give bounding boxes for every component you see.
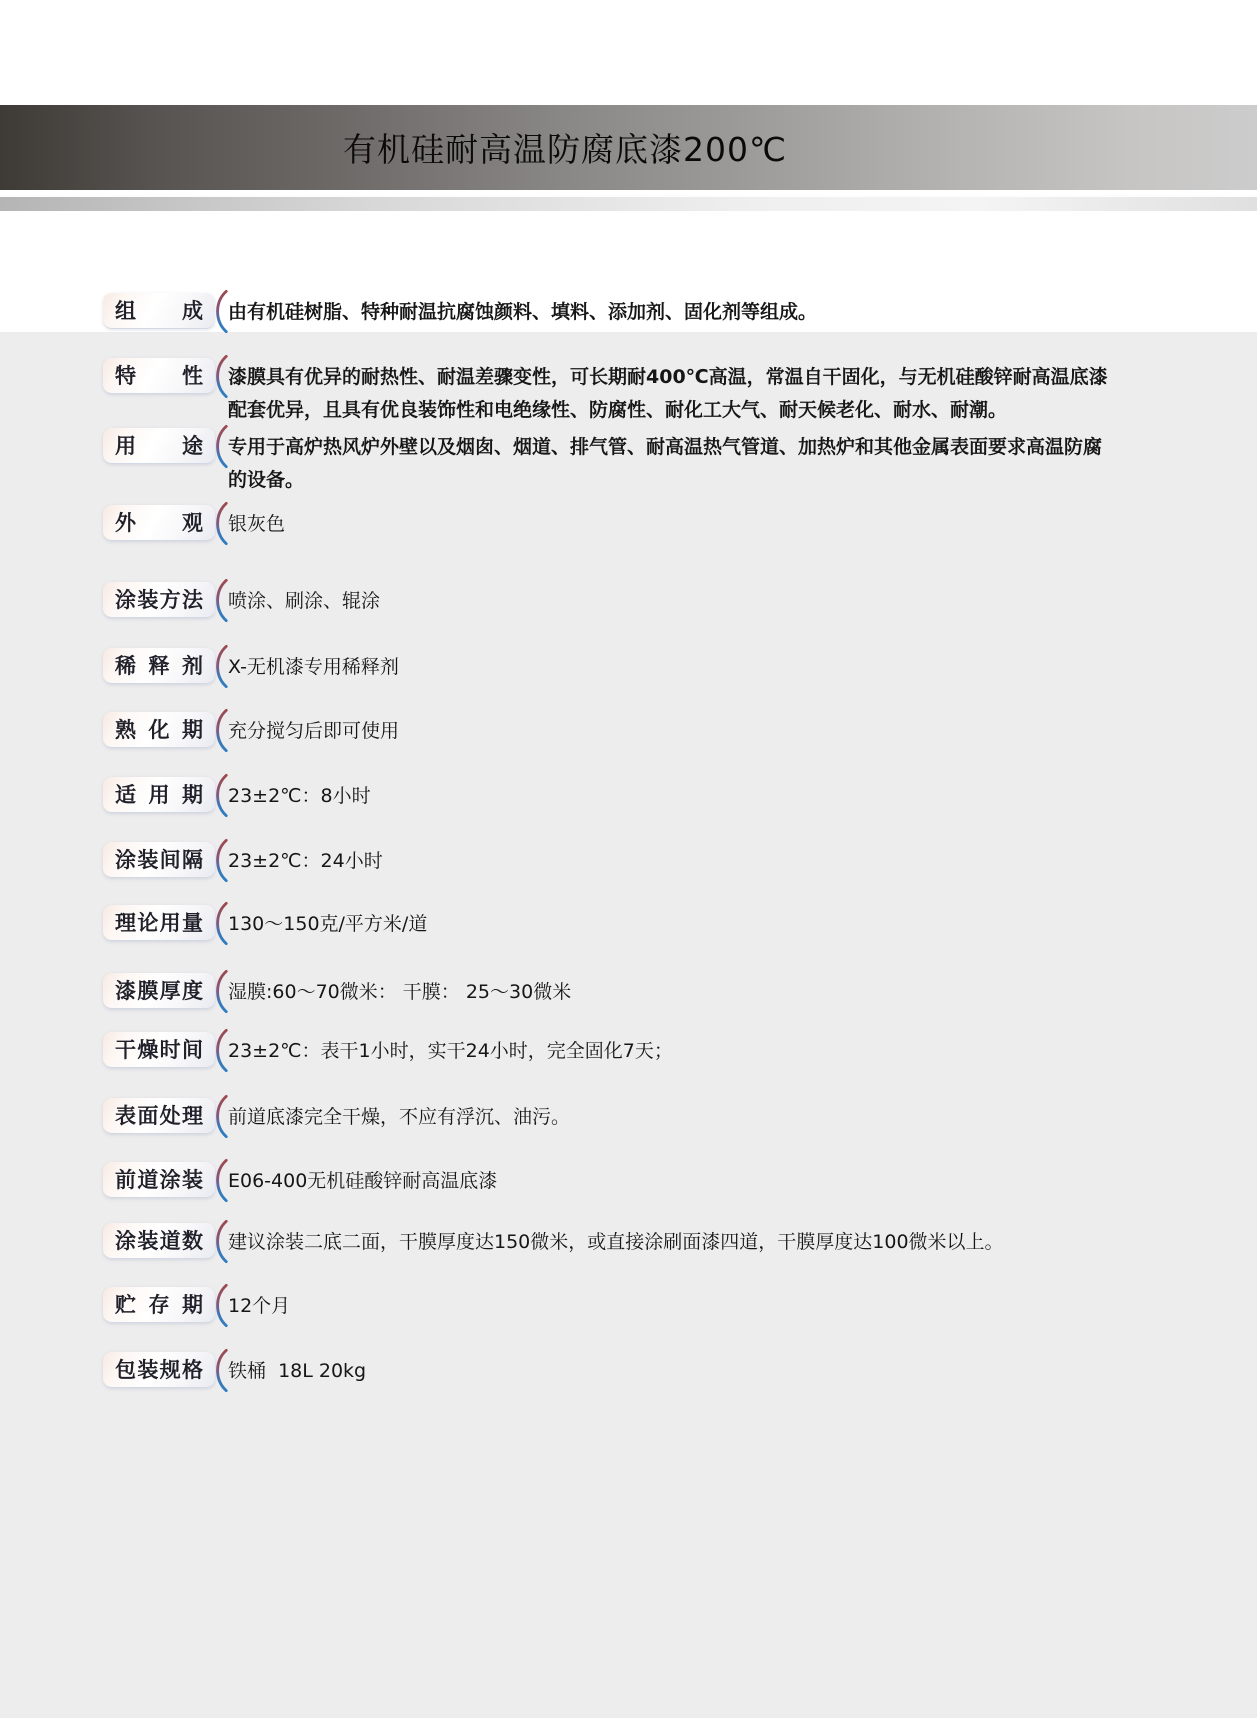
spec-value: 喷涂、刷涂、辊涂 (228, 590, 381, 612)
spec-value: 前道底漆完全干燥，不应有浮沉、油污。 (228, 1106, 571, 1128)
spec-label-box (103, 648, 215, 684)
spec-value: E06-400无机硅酸锌耐高温底漆 (228, 1170, 498, 1192)
spec-value: 23±2℃：表干1小时，实干24小时，完全固化7天； (228, 1040, 673, 1062)
spec-label-box (103, 358, 215, 394)
spec-label-box (103, 973, 215, 1009)
spec-label: 稀 释 剂 (115, 654, 203, 678)
spec-value: 漆膜具有优异的耐热性、耐温差骤变性，可长期耐400℃高温，常温自干固化，与无机硅酸锌耐高温底漆配套优异，且具有优良装饰性和电绝缘性、防腐性、耐化工大气、耐天候老化、耐水、耐潮。 (228, 366, 1108, 421)
spec-label-box (103, 1352, 215, 1388)
spec-label: 外 观 (115, 511, 203, 535)
spec-label: 包装规格 (115, 1358, 203, 1382)
spec-label-box (103, 1162, 215, 1198)
spec-value: 充分搅匀后即可使用 (228, 720, 400, 742)
spec-label: 理论用量 (115, 911, 203, 935)
spec-value: 23±2℃：8小时 (228, 785, 371, 807)
spec-value: 铁桶 18L 20kg (228, 1360, 367, 1382)
spec-label: 涂装间隔 (115, 848, 203, 872)
spec-label: 涂装道数 (115, 1229, 203, 1253)
spec-label-box (103, 905, 215, 941)
spec-label-box (103, 842, 215, 878)
spec-value: X-无机漆专用稀释剂 (228, 656, 399, 678)
spec-value: 专用于高炉热风炉外壁以及烟囱、烟道、排气管、耐高温热气管道、加热炉和其他金属表面要求高温防腐的设备。 (228, 436, 1103, 491)
title-bar (0, 105, 1257, 190)
spec-label: 特 性 (115, 364, 203, 388)
page-title: 有机硅耐高温防腐底漆200℃ (342, 130, 788, 169)
spec-label: 贮 存 期 (115, 1293, 203, 1317)
divider-strip (0, 195, 1257, 211)
spec-label: 表面处理 (115, 1104, 203, 1128)
spec-label: 涂装方法 (115, 588, 203, 612)
spec-label-box (103, 777, 215, 813)
spec-label: 干燥时间 (115, 1038, 203, 1062)
spec-label-box (103, 1287, 215, 1323)
spec-label-box (103, 1032, 215, 1068)
spec-label-box (103, 582, 215, 618)
spec-value: 23±2℃：24小时 (228, 850, 383, 872)
spec-label-box (103, 428, 215, 464)
spec-value: 130～150克/平方米/道 (228, 913, 428, 935)
spec-label: 漆膜厚度 (115, 979, 203, 1003)
spec-label-box (103, 1223, 215, 1259)
spec-label-box (103, 505, 215, 541)
spec-value: 建议涂装二底二面，干膜厚度达150微米，或直接涂刷面漆四道，干膜厚度达100微米以上。 (228, 1231, 1004, 1253)
spec-label: 熟 化 期 (115, 718, 203, 742)
spec-label-box (103, 293, 215, 329)
spec-value: 银灰色 (228, 513, 286, 535)
spec-value: 湿膜:60～70微米： 干膜： 25～30微米 (228, 981, 572, 1003)
spec-label: 前道涂装 (115, 1168, 203, 1192)
spec-value: 12个月 (228, 1295, 291, 1317)
spec-label: 组 成 (115, 299, 203, 323)
spec-label: 适 用 期 (115, 783, 203, 807)
spec-label-box (103, 712, 215, 748)
spec-value: 由有机硅树脂、特种耐温抗腐蚀颜料、填料、添加剂、固化剂等组成。 (228, 301, 818, 323)
spec-label-box (103, 1098, 215, 1134)
spec-label: 用 途 (115, 434, 203, 458)
